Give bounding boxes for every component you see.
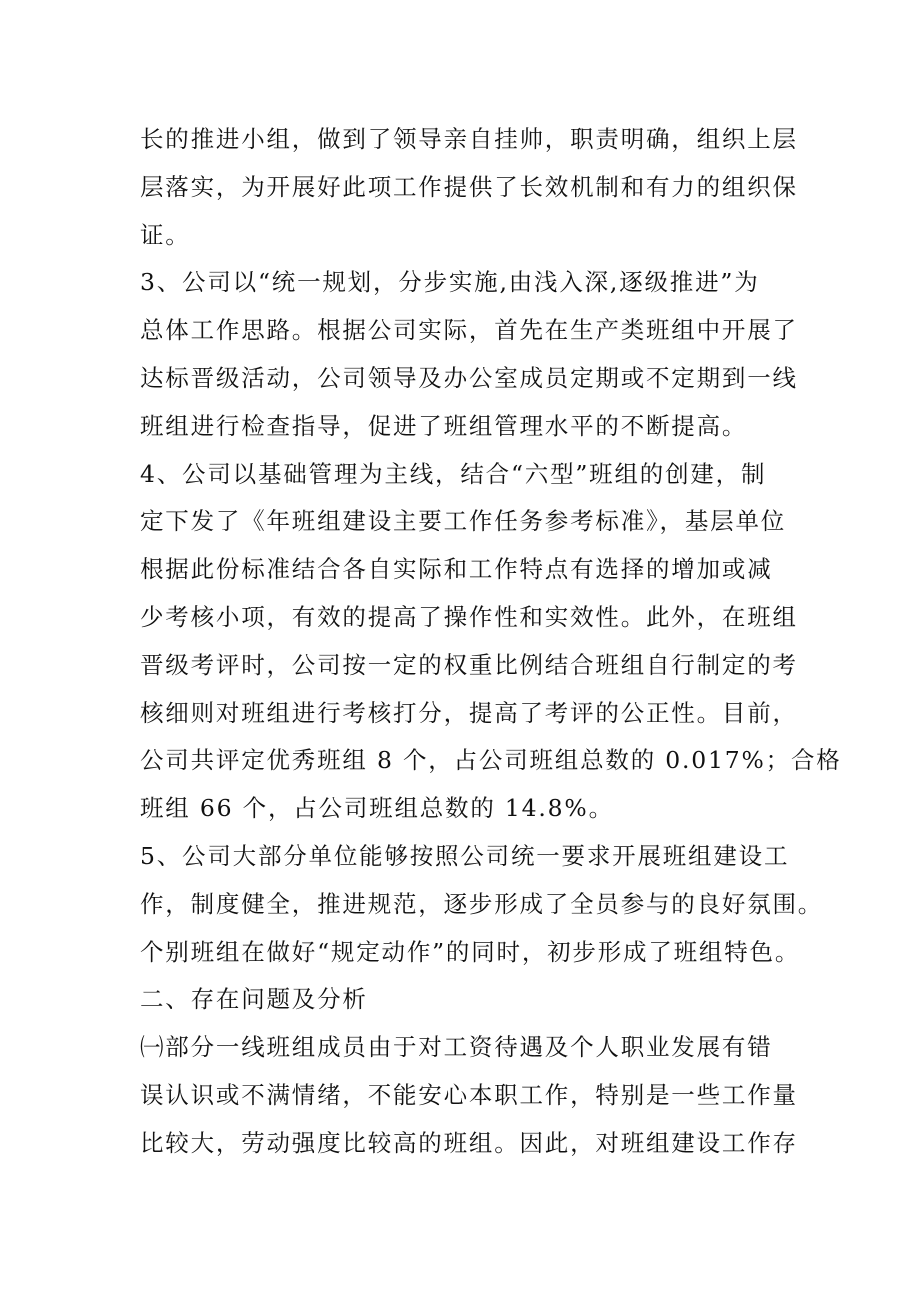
text-line: 误认识或不满情绪，不能安心本职工作，特别是一些工作量 [140,1080,798,1109]
text-line: 层落实，为开展好此项工作提供了长效机制和有力的组织保 [140,172,798,201]
text-line: 达标晋级活动，公司领导及办公室成员定期或不定期到一线 [140,363,798,392]
text-line: 3、公司以“统一规划，分步实施,由浅入深,逐级推进”为 [140,268,760,297]
text-line: 作，制度健全，推进规范，逐步形成了全员参与的良好氛围。 [140,889,824,918]
section-heading: 二、存在问题及分析 [140,985,368,1014]
text-line: ㈠部分一线班组成员由于对工资待遇及个人职业发展有错 [140,1033,773,1062]
text-line: 晋级考评时，公司按一定的权重比例结合班组自行制定的考 [140,650,798,679]
text-line: 比较大，劳动强度比较高的班组。因此，对班组建设工作存 [140,1128,798,1157]
text-line: 4、公司以基础管理为主线，结合“六型”班组的创建，制 [140,459,767,488]
text-line: 个别班组在做好“规定动作”的同时，初步形成了班组特色。 [140,937,801,966]
text-line: 总体工作思路。根据公司实际，首先在生产类班组中开展了 [140,316,798,345]
text-line: 班组 66 个，占公司班组总数的 14.8%。 [140,794,614,823]
text-line: 定下发了《年班组建设主要工作任务参考标准》，基层单位 [140,507,787,536]
text-line: 长的推进小组，做到了领导亲自挂帅，职责明确，组织上层 [140,125,798,153]
document-body [140,116,842,1168]
text-line: 少考核小项，有效的提高了操作性和实效性。此外，在班组 [140,602,798,631]
text-line: 班组进行检查指导，促进了班组管理水平的不断提高。 [140,411,748,440]
text-line: 核细则对班组进行考核打分，提高了考评的公正性。目前， [140,698,798,727]
text-line: 证。 [140,220,191,249]
text-line: 根据此份标准结合各自实际和工作特点有选择的增加或减 [140,555,773,584]
text-line: 公司共评定优秀班组 8 个，占公司班组总数的 0.017%；合格 [140,746,842,775]
text-line: 5、公司大部分单位能够按照公司统一要求开展班组建设工 [140,841,790,870]
